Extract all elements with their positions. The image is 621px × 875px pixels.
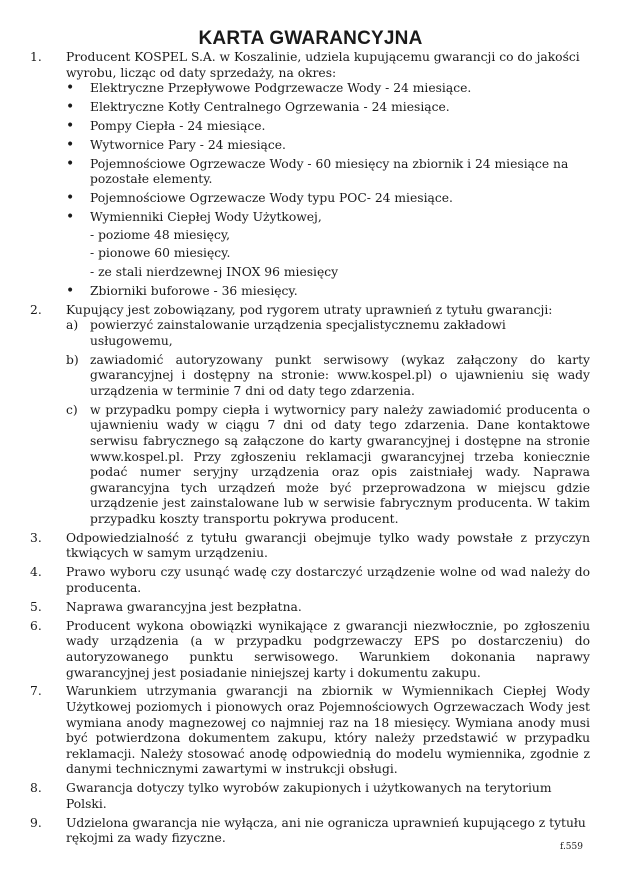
obligations-list xyxy=(66,318,590,527)
list-item: • Pojemnościowe Ogrzewacze Wody - 60 miesięcy na zbiornik i 24 miesiące na pozostałe elementy. xyxy=(66,157,590,188)
sub-list-item: - pionowe 60 miesięcy. xyxy=(90,246,231,261)
term-text: Producent KOSPEL S.A. w Koszalinie, udziela kupującemu gwarancji co do jakości wyrobu, licząc od daty sprzedaży, na okres: xyxy=(66,50,580,80)
list-item-text: Wymienniki Ciepłej Wody Użytkowej, xyxy=(90,210,322,225)
list-item: • Elektryczne Przepływowe Podgrzewacze Wody - 24 miesiące. xyxy=(66,81,590,97)
term-text: Prawo wyboru czy usunąć wadę czy dostarczyć urządzenie wolne od wad należy do producenta. xyxy=(66,565,590,595)
term-text: Gwarancja dotyczy tylko wyrobów zakupionych i użytkowanych na terytorium Polski. xyxy=(66,781,552,811)
form-code: f.559 xyxy=(559,842,583,852)
obligation-label: b) xyxy=(66,352,79,367)
term-text: Warunkiem utrzymania gwarancji na zbiornik w Wymiennikach Ciepłej Wody Użytkowej poziomych i pionowych oraz Pojemnościowych Ogrzewaczach Wody jest wymiana anody magnezowej co najmniej raz na 18 miesięcy. Wymiana anody musi być potwierdzona dokumentem zakupu, który należy przedstawić w przypadku reklamacji. Należy stosować anodę odpowiednią do modelu wymiennika, zgodnie z danymi technicznymi zawartymi w instrukcji obsługi. xyxy=(66,684,590,777)
obligation-label: c) xyxy=(66,402,78,417)
list-item: • Elektryczne Kotły Centralnego Ogrzewania - 24 miesiące. xyxy=(66,100,590,116)
term-number: 7. xyxy=(30,684,42,699)
term-number: 8. xyxy=(30,781,42,796)
term-text: Udzielona gwarancja nie wyłącza, ani nie ogranicza uprawnień kupującego z tytułu rękojmi za wady fizyczne. xyxy=(66,815,586,846)
warranty-terms xyxy=(30,50,590,850)
sub-list-item: - poziome 48 miesięcy, xyxy=(90,227,231,242)
term-text: Producent wykona obowiązki wynikające z gwarancji niezwłocznie, po zgłoszeniu wady urządzenia (a w przypadku podgrzewaczy EPS po dostarczeniu) do autoryzowanego punktu serwisowego. Warunkiem dokonania naprawy gwarancyjnej jest posiadanie niniejszej karty i dokumentu zakupu. xyxy=(66,618,590,680)
sub-list-item: - ze stali nierdzewnej INOX 96 miesięcy xyxy=(90,264,339,279)
list-item: • Wytwornice Pary - 24 miesiące. xyxy=(66,138,590,154)
term-number: 1. xyxy=(30,50,42,64)
term-number: 9. xyxy=(30,815,42,830)
term-number: 5. xyxy=(30,599,42,614)
term-8 xyxy=(30,781,590,812)
term-7 xyxy=(30,684,590,778)
term-3 xyxy=(30,531,590,562)
obligation-label: a) xyxy=(66,318,79,333)
obligation-text: zawiadomić autoryzowany punkt serwisowy (wykaz załączony do karty gwarancyjnej i dostępny na stronie: www.kospel.pl) o ujawnieniu się wady urządzenia w terminie 7 dni od daty tego zdarzenia. xyxy=(90,352,590,398)
term-9 xyxy=(30,816,590,847)
obligation-text: powierzyć zainstalowanie urządzenia specjalistycznemu zakładowi usługowemu, xyxy=(90,318,506,348)
term-2 xyxy=(30,303,590,528)
obligation-b xyxy=(66,353,590,400)
term-6 xyxy=(30,619,590,681)
term-number: 3. xyxy=(30,530,42,545)
term-number: 2. xyxy=(30,302,42,317)
term-number: 4. xyxy=(30,565,42,580)
term-text: Kupujący jest zobowiązany, pod rygorem utraty uprawnień z tytułu gwarancji: xyxy=(66,302,553,317)
term-number: 6. xyxy=(30,618,42,633)
term-1 xyxy=(30,50,590,299)
obligation-text: w przypadku pompy ciepła i wytwornicy pary należy zawiadomić producenta o ujawnieniu wady w ciągu 7 dni od daty tego zdarzenia. Dane kontaktowe serwisu fabrycznego są załączone do karty gwarancyjnej i dostępne na stronie www.kospel.pl. Przy zgłoszeniu reklamacji gwarancyjnej trzeba koniecznie podać numer seryjny urządzenia oraz opis zaistniałej wady. Naprawa gwarancyjna tych urządzeń może być przeprowadzona w miejscu gdzie urządzenie jest zainstalowane lub w serwisie fabrycznym producenta. W takim przypadku koszty transportu pokrywa producent. xyxy=(90,402,590,526)
term-5 xyxy=(30,600,590,616)
warranty-periods-list xyxy=(66,81,590,299)
obligation-c xyxy=(66,403,590,528)
list-item: • Zbiorniki buforowe - 36 miesięcy. xyxy=(66,284,590,300)
exchanger-periods-list xyxy=(90,228,590,281)
obligation-a xyxy=(66,318,590,349)
list-item: • Pompy Ciepła - 24 miesiące. xyxy=(66,119,590,135)
list-item: • Pojemnościowe Ogrzewacze Wody typu POC- 24 miesiące. xyxy=(66,191,590,207)
term-text: Naprawa gwarancyjna jest bezpłatna. xyxy=(66,599,302,614)
list-item-exchangers xyxy=(66,210,590,280)
page-title: KARTA GWARANCYJNA xyxy=(198,28,423,49)
term-text: Odpowiedzialność z tytułu gwarancji obejmuje tylko wady powstałe z przyczyn tkwiących w samym urządzeniu. xyxy=(66,530,590,561)
term-4 xyxy=(30,565,590,596)
